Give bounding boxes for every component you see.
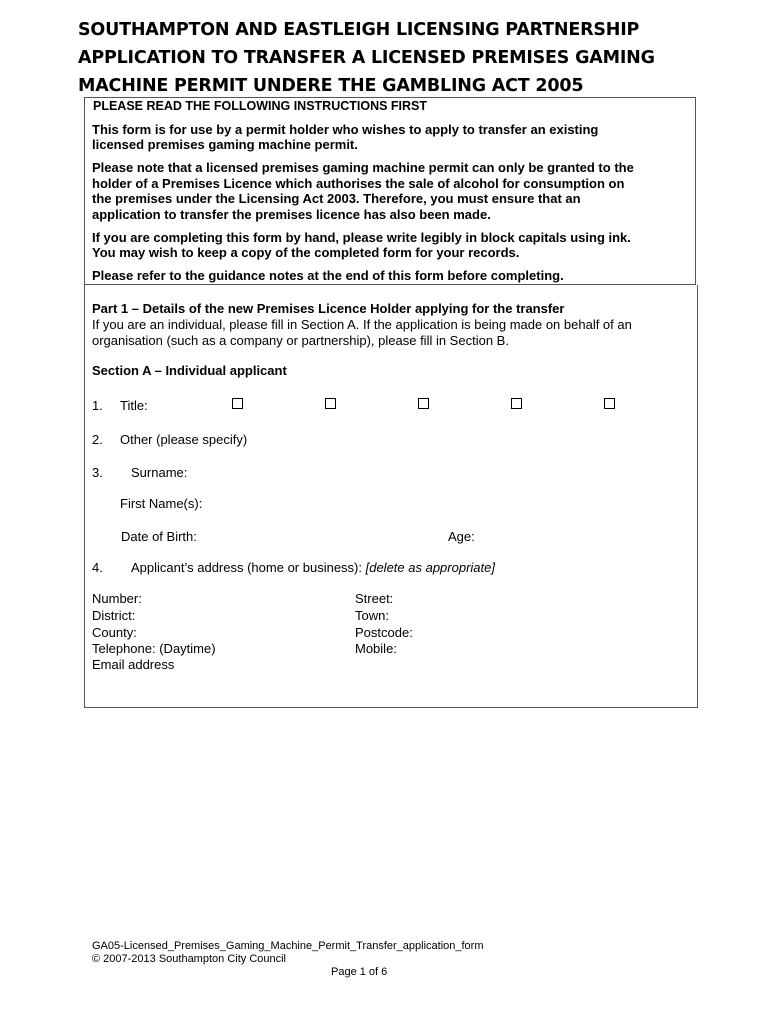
part1-heading: Part 1 – Details of the new Premises Licence Holder applying for the transfer	[92, 301, 565, 316]
instructions-para-2-line-3: the premises under the Licensing Act 2003. Therefore, you must ensure that an	[92, 191, 581, 206]
address-label-text: Applicant’s address (home or business):	[131, 560, 366, 575]
instructions-para-1-line-2: licensed premises gaming machine permit.	[92, 137, 358, 152]
page-number: Page 1 of 6	[331, 966, 388, 978]
instructions-para-2-line-4: application to transfer the premises licence has also been made.	[92, 207, 491, 222]
section-a-heading: Section A – Individual applicant	[92, 363, 287, 378]
form-title	[78, 16, 758, 100]
address-label	[131, 560, 495, 575]
county-label: County:	[92, 625, 137, 640]
instructions-para-2-line-2: holder of a Premises Licence which authorises the sale of alcohol for consumption on	[92, 176, 625, 191]
instructions-para-4: Please refer to the guidance notes at the end of this form before completing.	[92, 268, 564, 283]
number-label: Number:	[92, 591, 142, 606]
instructions-para-3-line-1: If you are completing this form by hand, please write legibly in block capitals using ink.	[92, 230, 631, 245]
age-label: Age:	[448, 529, 475, 544]
q4-number: 4.	[92, 560, 103, 575]
footer-filename: GA05-Licensed_Premises_Gaming_Machine_Permit_Transfer_application_form	[92, 940, 484, 952]
email-label: Email address	[92, 657, 175, 672]
date-of-birth-label: Date of Birth:	[121, 529, 197, 544]
street-label: Street:	[355, 591, 394, 606]
part1-intro-line-1: If you are an individual, please fill in Section A. If the application is being made on behalf of an	[92, 317, 632, 332]
title-line-3: MACHINE PERMIT UNDERE THE GAMBLING ACT 2005	[78, 76, 584, 96]
instructions-heading: PLEASE READ THE FOLLOWING INSTRUCTIONS FIRST	[93, 99, 428, 113]
title-line-1: SOUTHAMPTON AND EASTLEIGH LICENSING PARTNERSHIP	[78, 20, 640, 40]
instructions-para-1-line-1: This form is for use by a permit holder who wishes to apply to transfer an existing	[92, 122, 599, 137]
q2-number: 2.	[92, 432, 103, 447]
other-title-label: Other (please specify)	[120, 432, 248, 447]
part1-intro-line-2: organisation (such as a company or partnership), please fill in Section B.	[92, 333, 509, 348]
q1-number: 1.	[92, 398, 103, 413]
instructions-para-2-line-1: Please note that a licensed premises gaming machine permit can only be granted to the	[92, 160, 634, 175]
first-names-label: First Name(s):	[120, 496, 203, 511]
town-label: Town:	[355, 608, 389, 623]
title-checkbox-5[interactable]	[604, 398, 615, 409]
title-checkbox-4[interactable]	[511, 398, 522, 409]
postcode-label: Postcode:	[355, 625, 413, 640]
title-checkbox-3[interactable]	[418, 398, 429, 409]
telephone-label: Telephone: (Daytime)	[92, 641, 216, 656]
surname-label: Surname:	[131, 465, 188, 480]
address-label-note: [delete as appropriate]	[365, 560, 495, 575]
title-checkbox-2[interactable]	[325, 398, 336, 409]
title-label: Title:	[120, 398, 148, 413]
district-label: District:	[92, 608, 136, 623]
instructions-para-3-line-2: You may wish to keep a copy of the completed form for your records.	[92, 245, 520, 260]
title-checkbox-1[interactable]	[232, 398, 243, 409]
mobile-label: Mobile:	[355, 641, 397, 656]
footer-copyright: © 2007-2013 Southampton City Council	[92, 953, 286, 965]
title-line-2: APPLICATION TO TRANSFER A LICENSED PREMISES GAMING	[78, 48, 655, 68]
q3-number: 3.	[92, 465, 103, 480]
